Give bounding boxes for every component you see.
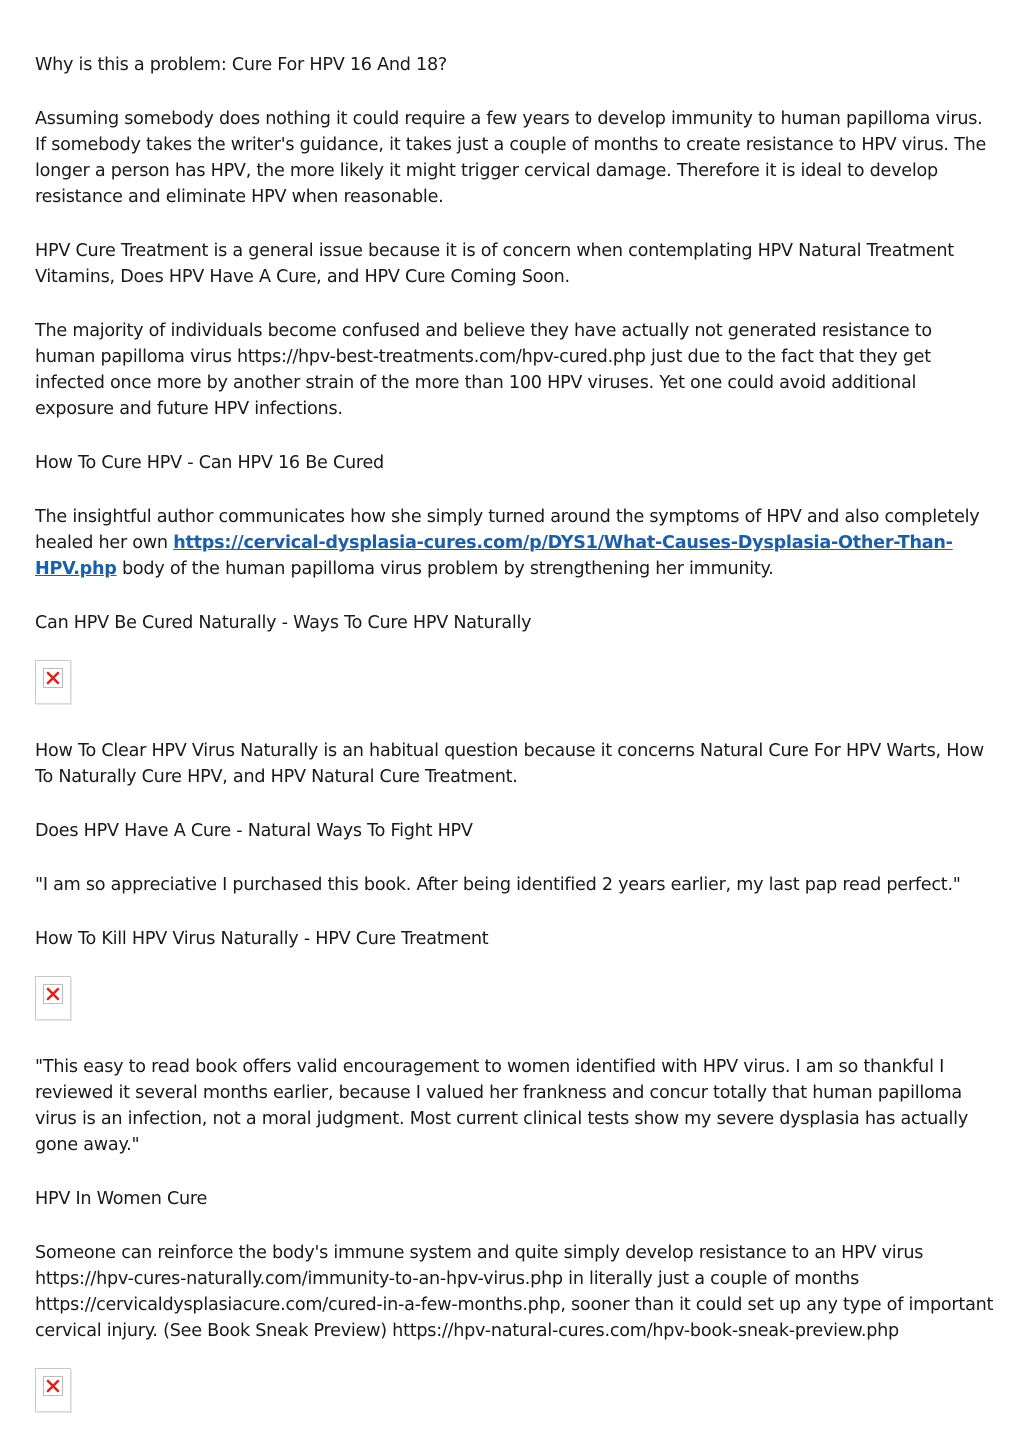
broken-image-icon [43,984,63,1004]
paragraph-heading-women-cure: HPV In Women Cure [35,1189,208,1209]
paragraph-heading-cure-hpv-16-18: Why is this a problem: Cure For HPV 16 And 18? [35,55,447,75]
broken-image-icon [43,1376,63,1396]
paragraph-testimonial-book: "This easy to read book offers valid encouragement to women identified with HPV virus. I am so thankful I reviewed it several months earlier, because I valued her frankness and concur totally that human papilloma virus is an infection, not a moral judgment. Most current clinical tests show my severe dysplasia has actually gone away." [35,1057,968,1155]
paragraph-immunity-timeline: Assuming somebody does nothing it could require a few years to develop immunity to human papilloma virus. If somebody takes the writer's guidance, it takes just a couple of months to create resistance to HPV virus. The longer a person has HPV, the more likely it might trigger cervical damage. Therefore it is ideal to develop resistance and eliminate HPV when reasonable. [35,109,987,207]
paragraph-heading-fight-hpv: Does HPV Have A Cure - Natural Ways To Fight HPV [35,821,473,841]
paragraph-hpv-cure-treatment: HPV Cure Treatment is a general issue because it is of concern when contemplating HPV Natural Treatment Vitamins, Does HPV Have A Cure, and HPV Cure Coming Soon. [35,241,954,287]
document-body [35,52,995,1412]
paragraph-author-healed [35,504,995,582]
broken-image-icon [43,668,63,688]
paragraph-reinforce-immune: Someone can reinforce the body's immune system and quite simply develop resistance to an HPV virus https://hpv-cures-naturally.com/immunity-to-an-hpv-virus.php in literally just a couple of months https://cervicaldysplasiacure.com/cured-in-a-few-months.php, sooner than it could set up any type of important cervical injury. (See Book Sneak Preview) https://hpv-natural-cures.com/hpv-book-sneak-preview.php [35,1243,994,1341]
broken-image-1 [35,660,71,704]
dysplasia-causes-link[interactable]: https://cervical-dysplasia-cures.com/p/DYS1/What-Causes-Dysplasia-Other-Than-HPV.php [35,533,953,579]
paragraph-confused-resistance: The majority of individuals become confused and believe they have actually not generated resistance to human papilloma virus https://hpv-best-treatments.com/hpv-cured.php just due to the fact that they get infected once more by another strain of the more than 100 HPV viruses. Yet one could avoid additional exposure and future HPV infections. [35,321,932,419]
paragraph-heading-cured-naturally: Can HPV Be Cured Naturally - Ways To Cure HPV Naturally [35,613,532,633]
broken-image-3 [35,1368,71,1412]
paragraph-text-after-link: body of the human papilloma virus problem by strengthening her immunity. [116,559,774,579]
paragraph-heading-kill-hpv: How To Kill HPV Virus Naturally - HPV Cure Treatment [35,929,489,949]
broken-image-2 [35,976,71,1020]
paragraph-clear-hpv-naturally: How To Clear HPV Virus Naturally is an habitual question because it concerns Natural Cure For HPV Warts, How To Naturally Cure HPV, and HPV Natural Cure Treatment. [35,741,984,787]
paragraph-testimonial-pap: "I am so appreciative I purchased this book. After being identified 2 years earlier, my last pap read perfect." [35,875,961,895]
paragraph-heading-how-to-cure: How To Cure HPV - Can HPV 16 Be Cured [35,453,384,473]
paragraph-text-before-link: The insightful author communicates how she simply turned around the symptoms of HPV and also completely healed her own [35,507,980,553]
